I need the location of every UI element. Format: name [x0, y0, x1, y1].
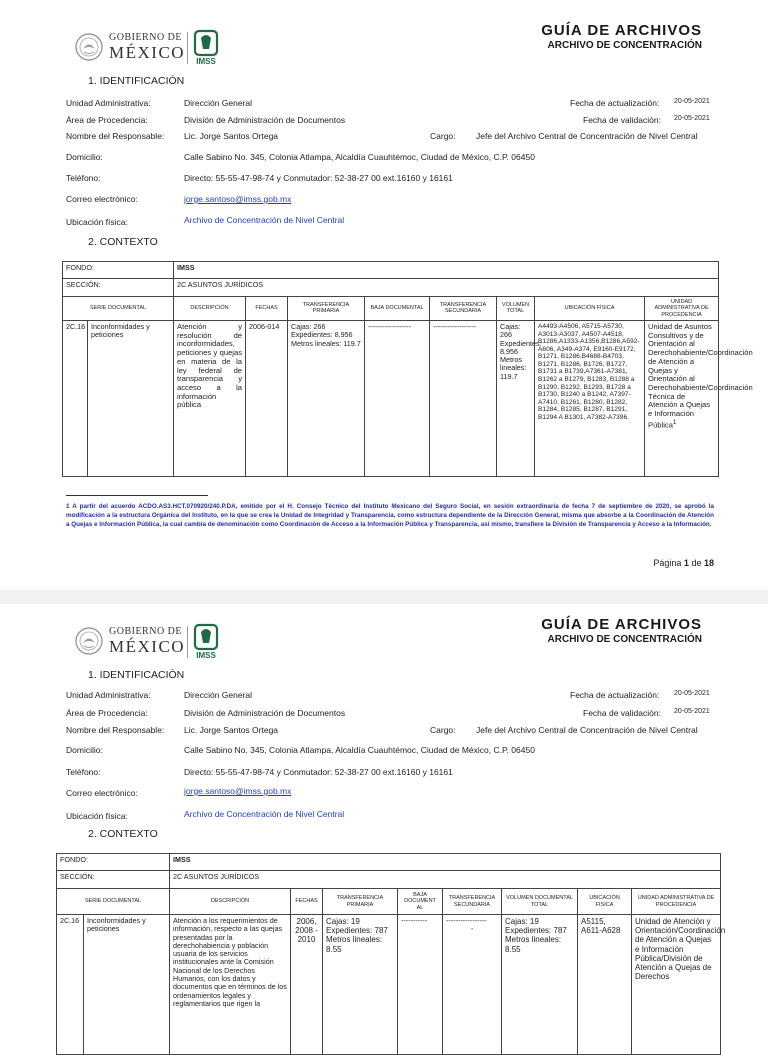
col-transferencia-primaria: TRANSFERENCIA PRIMARIA [323, 889, 398, 915]
document-title-block [541, 22, 702, 51]
descripcion-cell: Atención y resolución de inconformidades, peticiones y quejas en materia de la ley federal de transparencia y acceso a la información pública [174, 320, 246, 476]
transferencia-cell: Cajas: 266 Expedientes: 8,956 Metros lineales: 119.7 [288, 320, 365, 476]
document-subtitle: ARCHIVO DE CONCENTRACIÓN [547, 634, 702, 645]
telefono-value: Directo: 55-55-47-98-74 y Conmutador: 52-38-27 00 ext.16160 y 16161 [184, 767, 453, 777]
ubicacion-label: Ubicación física: [66, 217, 128, 227]
col-baja: BAJA DOCUMENT AL [398, 889, 443, 915]
page-counter [653, 558, 714, 568]
table-row [57, 915, 721, 1055]
col-transferencia-secundaria: TRANSFERENCIA SECUNDARIA [443, 889, 502, 915]
telefono-value: Directo: 55-55-47-98-74 y Conmutador: 52-38-27 00 ext.16160 y 16161 [184, 173, 453, 183]
unidad-value: Dirección General [184, 690, 253, 700]
fondo-value: IMSS [174, 262, 719, 279]
table-row [63, 320, 719, 476]
table-header-row [57, 889, 721, 915]
telefono-label: Teléfono: [66, 173, 101, 183]
footnote-ref[interactable]: 1 [672, 418, 677, 426]
seccion-value: 2C ASUNTOS JURÍDICOS [170, 871, 721, 889]
secundaria-dashes: ----------------- [446, 916, 487, 925]
fecha-validacion-value: 20-05-2021 [674, 708, 710, 715]
baja-cell: ------------------ [365, 320, 430, 476]
fondo-value: IMSS [170, 854, 721, 871]
col-baja: BAJA DOCUMENTAL [365, 297, 430, 321]
ubicacion-cell: A4493-A4506, A5715-A5730, A3013-A3037, A4507-A4518, B1286,A1333-A1356,B1286,A592-A606, A349-A374, E9160-E9172, B1271, B1286,B4688-B4703, B1271, B1286, B1726, B1727, B1731 a B1739,A7361-A7381, B1262 a B1279, B1283, B1288 a B1290, B1292, B1293, B1728 a B1730, B1240 a B1242, A7397-A7410, B1261, B1280, B1282, B1284, B1285, B1287, B1291, B1294 A B1301, A7382-A7396. [535, 320, 645, 476]
document-page-2 [0, 604, 768, 1024]
section-identificacion: 1. IDENTIFICACIÓN [88, 669, 185, 681]
col-volumen: VOLUMEN TOTAL [497, 297, 535, 321]
fechas-cell: 2006, 2008 - 2010 [291, 915, 323, 1055]
page-gap [0, 590, 768, 604]
responsable-value: Lic. Jorge Santos Ortega [184, 131, 279, 141]
area-value: División de Administración de Documentos [184, 115, 346, 125]
document-title: GUÍA DE ARCHIVOS [541, 22, 702, 39]
fechas-cell: 2006-014 [246, 320, 288, 476]
imss-logo-icon [192, 30, 220, 66]
fecha-validacion-value: 20-05-2021 [674, 115, 710, 122]
secundaria-cell: ------------------ [430, 320, 497, 476]
area-label: Área de Procedencia: [66, 115, 148, 125]
fecha-validacion-label: Fecha de validación: [583, 115, 661, 125]
domicilio-value: Calle Sabino No. 345, Colonia Atlampa, Alcaldía Cuauhtémoc, Ciudad de México, C.P. 06450 [184, 745, 535, 755]
col-unidad: UNIDAD ADMINISTRATIVA DE PROCEDENCIA [645, 297, 719, 321]
fondo-row [57, 854, 721, 871]
mexico-label: MÉXICO [109, 637, 186, 656]
serie-code: 2C.16 [57, 915, 84, 1055]
section-contexto: 2. CONTEXTO [88, 828, 158, 840]
responsable-label: Nombre del Responsable: [66, 131, 165, 141]
gobierno-de-label: GOBIERNO DE [109, 626, 182, 637]
responsable-label: Nombre del Responsable: [66, 725, 165, 735]
table-header-row [63, 297, 719, 321]
page-word: Página [653, 558, 682, 568]
context-table [56, 853, 726, 1055]
unidad-text: Unidad de Asuntos Consultivos y de Orientación al Derechohabiente/Coordinación de Atención a Quejas y Orientación al Derechohabiente/Coordinación Técnica de Atención a Quejas e Información Pública [648, 321, 753, 430]
cargo-value: Jefe del Archivo Central de Concentración de Nivel Central [476, 131, 698, 141]
serie-name: Inconformidades y peticiones [88, 320, 174, 476]
col-volumen: VOLUMEN DOCUMENTAL TOTAL [502, 889, 578, 915]
document-title-block [541, 616, 702, 645]
unidad-cell: Unidad de Atención y Orientación/Coordinación de Atención a Quejas e Información Pública/División de Atención a Quejas de Derechos [632, 915, 721, 1055]
col-transferencia-secundaria: TRANSFERENCIA SECUNDARIA [430, 297, 497, 321]
svg-text:IMSS: IMSS [196, 57, 216, 66]
domicilio-value: Calle Sabino No. 345, Colonia Atlampa, Alcaldía Cuauhtémoc, Ciudad de México, C.P. 06450 [184, 152, 535, 162]
col-serie: SERIE DOCUMENTAL [63, 297, 174, 321]
correo-label: Correo electrónico: [66, 194, 138, 204]
baja-cell: ----------- [398, 915, 443, 1055]
document-subtitle: ARCHIVO DE CONCENTRACIÓN [547, 40, 702, 51]
secundaria-dash: - [470, 924, 474, 934]
footnote-text: 1 A partir del acuerdo ACDO.AS3.HCT.070920/240.P.DA, emitido por el H. Consejo Técnico del Instituto Mexicano del Seguro Social, en sesión extraordinaria de fecha 7 de septiembre de 2020, se aprobó la modificación a la estructura Orgánica del Instituto, en la que se crea la Unidad de Integridad y Transparencia, como estructura dependiente de la Dirección General, misma que absorbe a la Coordinación de Atención a Quejas e Información Pública, la cual cambia de denominación como Coordinación de Acceso a la Información Pública y Transparencia, así mismo, transfiere la División de Transparencia y Acceso a la Información. [66, 503, 714, 529]
responsable-value: Lic. Jorge Santos Ortega [184, 725, 279, 735]
fondo-label: FONDO: [63, 262, 174, 279]
mexico-seal-icon [74, 32, 104, 62]
page-total: 18 [703, 558, 714, 568]
page-of: de [691, 558, 702, 568]
col-descripcion: DESCRIPCIÓN [170, 889, 291, 915]
mexico-label: MÉXICO [109, 43, 186, 62]
serie-name: Inconformidades y peticiones [84, 915, 170, 1055]
document-title: GUÍA DE ARCHIVOS [541, 616, 702, 633]
volumen-cell: Cajas: 266 Expedientes: 8,956 Metros lineales: 119.7 [497, 320, 535, 476]
unidad-cell [645, 320, 753, 476]
col-transferencia-primaria: TRANSFERENCIA PRIMARIA [288, 297, 365, 321]
email-link[interactable]: jorge.santoso@imss.gob.mx [184, 194, 292, 204]
seccion-label: SECCIÓN: [57, 871, 170, 889]
secundaria-cell [443, 915, 502, 1055]
cargo-value: Jefe del Archivo Central de Concentración de Nivel Central [476, 725, 698, 735]
cargo-label: Cargo: [430, 131, 456, 141]
area-label: Área de Procedencia: [66, 708, 148, 718]
svg-text:IMSS: IMSS [196, 651, 216, 660]
transferencia-cell: Cajas: 19 Expedientes: 787 Metros lineales: 8.55 [323, 915, 398, 1055]
fecha-actualizacion-label: Fecha de actualización: [570, 98, 660, 108]
col-ubicacion: UBICACIÓN FÍSICA [535, 297, 645, 321]
col-serie: SERIE DOCUMENTAL [57, 889, 170, 915]
area-value: División de Administración de Documentos [184, 708, 346, 718]
ubicacion-label: Ubicación física: [66, 811, 128, 821]
col-ubicacion: UBICACIÓN FÍSICA [578, 889, 632, 915]
domicilio-label: Domicilio: [66, 152, 103, 162]
page-current: 1 [683, 558, 689, 568]
col-fechas: FECHAS [291, 889, 323, 915]
unidad-label: Unidad Administrativa: [66, 690, 151, 700]
seccion-row [57, 871, 721, 889]
gobierno-imss-logo [74, 624, 234, 660]
ubicacion-value: Archivo de Concentración de Nivel Central [184, 809, 345, 819]
fecha-actualizacion-value: 20-05-2021 [674, 690, 710, 697]
seccion-row [63, 279, 719, 297]
gobierno-de-label: GOBIERNO DE [109, 32, 182, 43]
telefono-label: Teléfono: [66, 767, 101, 777]
serie-code: 2C.16 [63, 320, 88, 476]
fondo-row [63, 262, 719, 279]
seccion-value: 2C ASUNTOS JURÍDICOS [174, 279, 719, 297]
gobierno-imss-logo [74, 30, 234, 66]
section-identificacion: 1. IDENTIFICACIÓN [88, 75, 185, 87]
ubicacion-cell: A5115, A611-A628 [578, 915, 632, 1055]
volumen-cell: Cajas: 19 Expedientes: 787 Metros lineales: 8.55 [502, 915, 578, 1055]
domicilio-label: Domicilio: [66, 745, 103, 755]
fondo-label: FONDO: [57, 854, 170, 871]
col-descripcion: DESCRIPCIÓN [174, 297, 246, 321]
seccion-label: SECCIÓN: [63, 279, 174, 297]
imss-logo-icon [192, 624, 220, 660]
fecha-actualizacion-value: 20-05-2021 [674, 98, 710, 105]
context-table [62, 261, 753, 477]
unidad-value: Dirección General [184, 98, 253, 108]
footnote-separator [66, 495, 208, 496]
mexico-seal-icon [74, 626, 104, 656]
col-unidad: UNIDAD ADMINISTRATIVA DE PROCEDENCIA [632, 889, 721, 915]
descripcion-cell: Atención a los requerimientos de información, respecto a las quejas presentadas por la derechohabiencia y población usuaria de los servicios institucionales ante la Comisión Nacional de los Derechos Humanos, con los datos y documentos que en términos de los ordenamientos legales y reglamentarios que rigen la [170, 915, 291, 1055]
unidad-label: Unidad Administrativa: [66, 98, 151, 108]
section-contexto: 2. CONTEXTO [88, 236, 158, 248]
col-fechas: FECHAS [246, 297, 288, 321]
cargo-label: Cargo: [430, 725, 456, 735]
ubicacion-value: Archivo de Concentración de Nivel Central [184, 215, 345, 225]
email-link[interactable]: jorge.santoso@imss.gob.mx [184, 786, 292, 796]
fecha-actualizacion-label: Fecha de actualización: [570, 690, 660, 700]
correo-label: Correo electrónico: [66, 788, 138, 798]
fecha-validacion-label: Fecha de validación: [583, 708, 661, 718]
